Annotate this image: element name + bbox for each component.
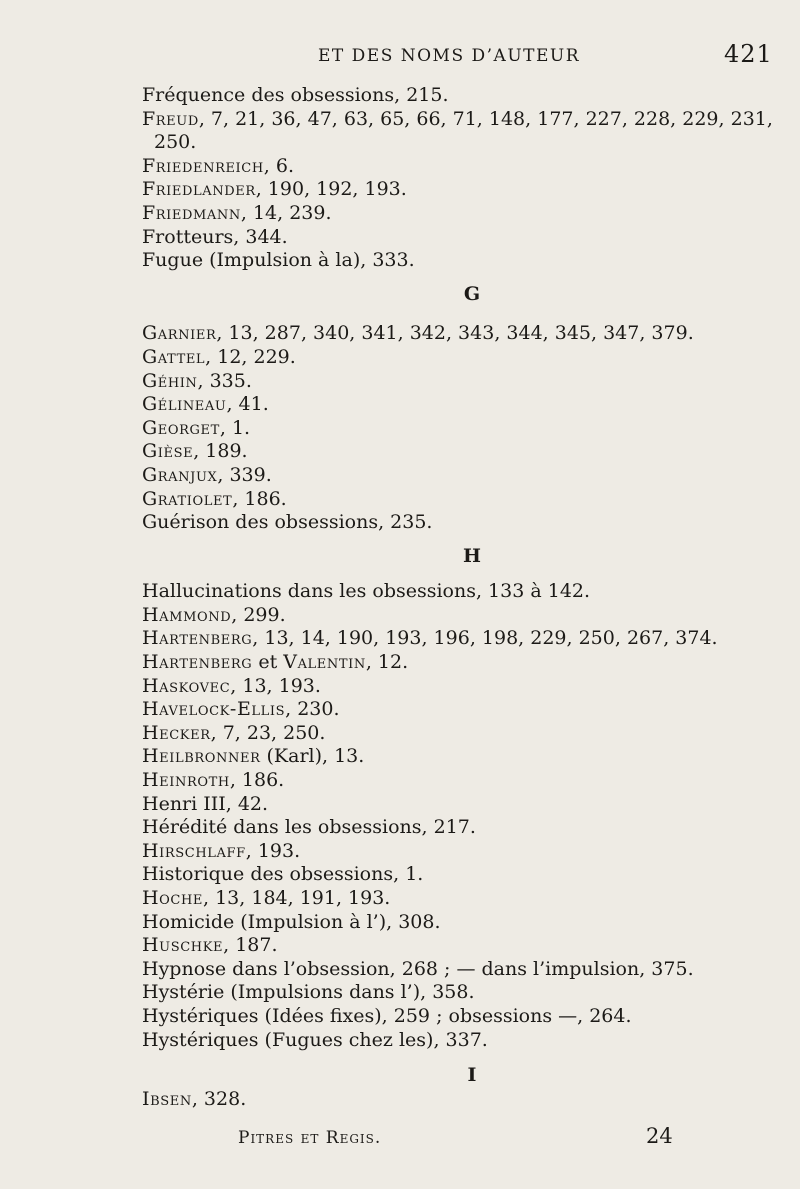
index-entry-gelineau: Gélineau, 41. [142,393,269,416]
index-entry-friedmann: Friedmann, 14, 239. [142,201,332,224]
index-entry-hirschlaff: Hirschlaff, 193. [142,839,301,862]
author-name: Hoche [142,887,204,909]
page-footer [0,1124,800,1154]
index-entry-fugue: Fugue (Impulsion à la), 333. [142,249,415,272]
author-name: Géhin [142,369,198,392]
section-h [142,580,782,1052]
author-name: Hammond [142,603,232,626]
page-number: 421 [724,40,773,68]
index-entry-garnier: Garnier, 13, 287, 340, 341, 342, 343, 344, 345, 347, 379. [142,322,694,345]
index-entry-freud: Freud, 7, 21, 36, 47, 63, 65, 66, 71, 148, 177, 227, 228, 229, 231, 250. [142,107,773,154]
index-entry-heilbronner: Heilbronner (Karl), 13. [142,745,365,768]
author-name: Hartenberg [142,627,253,650]
author-name: Ibsen [142,1087,192,1110]
section-i [142,1088,782,1112]
author-name: Gratiolet [142,487,233,510]
index-entry-hammond: Hammond, 299. [142,603,286,626]
index-entry-haskovec: Haskovec, 13, 193. [142,674,321,697]
sheet-number: 24 [646,1124,673,1148]
author-name: Heinroth [142,769,230,792]
author-name: Friedlander [142,178,256,201]
index-entry-georget: Georget, 1. [142,416,251,439]
author-name: Huschke [142,934,224,957]
index-entry-hysteriques-idees: Hystériques (Idées fixes), 259 ; obsessions —, 264. [142,1004,632,1027]
index-entry-heinroth: Heinroth, 186. [142,769,285,792]
index-entry-hartenberg: Hartenberg, 13, 14, 190, 193, 196, 198, 229, 250, 267, 374. [142,627,718,650]
index-entry-hecker: Hecker, 7, 23, 250. [142,721,326,744]
printer-signature: Pitres et Regis. [238,1128,382,1148]
section-letter-g: G [463,282,481,305]
author-name: Friedenreich [142,154,264,177]
author-name: Georget [142,416,220,439]
section-g [142,322,782,534]
index-entry-heredite: Hérédité dans les obsessions, 217. [142,816,476,839]
author-name: Gattel [142,345,206,368]
index-entry-ibsen: Ibsen, 328. [142,1087,247,1110]
index-column [142,84,782,1111]
running-head: ET DES NOMS D’AUTEUR [318,46,581,66]
author-name: Haskovec [142,674,231,697]
index-entry-havelock-ellis: Havelock-Ellis, 230. [142,698,340,721]
index-entry-frotteurs: Frotteurs, 344. [142,225,288,248]
index-entry-giese: Gièse, 189. [142,440,248,463]
index-entry-historique: Historique des obsessions, 1. [142,863,424,886]
index-entry-hysterie: Hystérie (Impulsions dans l’), 358. [142,981,475,1004]
index-entry-gratiolet: Gratiolet, 186. [142,487,287,510]
author-name: Garnier [142,322,217,345]
index-entry-friedenreich: Friedenreich, 6. [142,154,294,177]
author-name: Hecker [142,721,211,744]
index-entry-hartenberg-valentin: Hartenberg et Valentin, 12. [142,651,409,674]
author-name: Valentin [283,651,366,674]
index-entry-hypnose: Hypnose dans l’obsession, 268 ; — dans l’impulsion, 375. [142,957,694,980]
index-entry-frequence: Fréquence des obsessions, 215. [142,84,449,106]
author-name: Heilbronner [142,745,261,768]
page-header [0,38,800,78]
index-entry-huschke: Huschke, 187. [142,934,278,957]
author-name: Havelock-Ellis [142,698,286,721]
index-entry-hallucinations: Hallucinations dans les obsessions, 133 à 142. [142,580,591,603]
index-entry-friedlander: Friedlander, 190, 192, 193. [142,178,407,201]
index-entry-guerison: Guérison des obsessions, 235. [142,511,433,534]
section-letter-i: I [467,1064,477,1087]
index-entry-gehin: Géhin, 335. [142,369,252,392]
index-entry-hysteriques-fugues: Hystériques (Fugues chez les), 337. [142,1028,488,1051]
author-name: Friedmann [142,201,241,224]
author-name: Gélineau [142,393,227,416]
index-entry-hoche: Hoche, 13, 184, 191, 193. [142,887,391,909]
author-name: Granjux [142,463,218,486]
author-name: Gièse [142,440,194,463]
author-name: Freud [142,107,199,130]
index-entry-homicide: Homicide (Impulsion à l’), 308. [142,910,441,933]
author-name: Hirschlaff [142,839,246,862]
section-letter-h: H [463,544,481,567]
author-name: Hartenberg [142,651,253,674]
index-entry-granjux: Granjux, 339. [142,463,272,486]
index-entry-gattel: Gattel, 12, 229. [142,345,296,368]
section-f [142,84,782,273]
index-entry-henri-iii: Henri III, 42. [142,792,269,815]
